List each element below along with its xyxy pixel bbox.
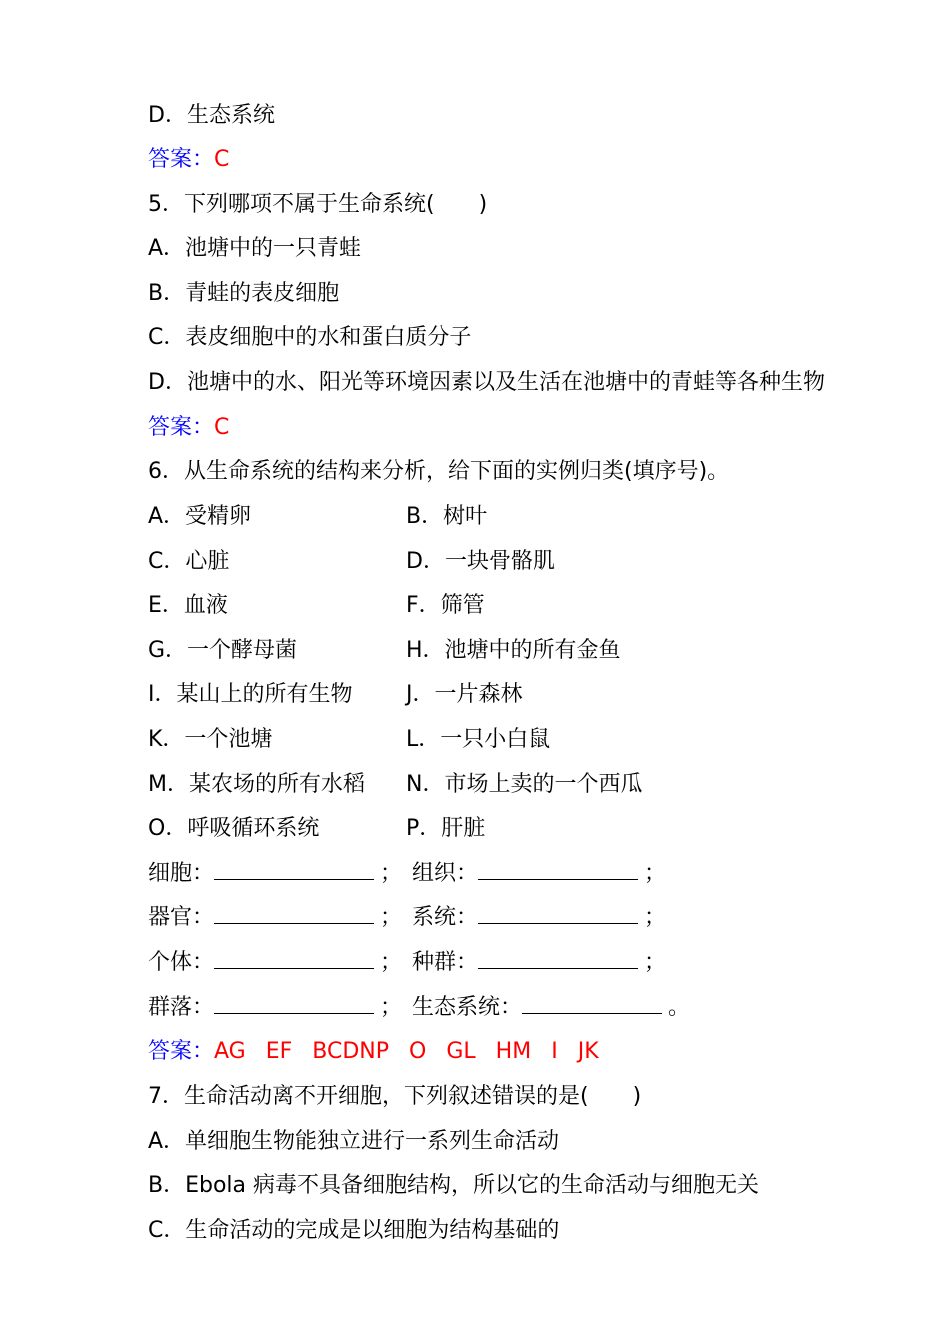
fill-blank[interactable]: [478, 903, 638, 924]
blank-label: 种群：: [412, 950, 479, 975]
answer-value: GL: [446, 1039, 476, 1064]
fill-blank[interactable]: [214, 948, 374, 969]
q6-option-row: [148, 590, 485, 622]
separator: ；: [644, 950, 667, 975]
blank-label: 器官：: [148, 905, 215, 930]
q7-option-c: C．生命活动的完成是以细胞为结构基础的: [148, 1218, 560, 1243]
q6-option: L．一只小白鼠: [406, 727, 551, 752]
q6-option: G．一个酵母菌: [148, 638, 298, 663]
q5-option-d: D．池塘中的水、阳光等环境因素以及生活在池塘中的青蛙等各种生物: [148, 370, 825, 395]
q6-option: K．一个池塘: [148, 727, 273, 752]
answer-label: 答案：: [148, 1039, 215, 1064]
blank-label: 细胞：: [148, 861, 215, 886]
answer-value: HM: [495, 1039, 532, 1064]
q5-stem: 5．下列哪项不属于生命系统( ): [148, 192, 488, 217]
q6-option-row: [148, 635, 621, 667]
q7-option-b: B．Ebola 病毒不具备细胞结构，所以它的生命活动与细胞无关: [148, 1173, 760, 1198]
q6-option-row: [148, 724, 551, 756]
blank-label: 系统：: [412, 905, 479, 930]
q6-option: I．某山上的所有生物: [148, 682, 353, 707]
answer-label: 答案：: [148, 147, 215, 172]
q6-option: N．市场上卖的一个西瓜: [406, 772, 643, 797]
answer-value: C: [214, 147, 230, 172]
q6-option: B．树叶: [406, 504, 488, 529]
q6-blank-row: [148, 992, 690, 1024]
separator: ；: [380, 950, 403, 975]
q6-option-row: [148, 546, 555, 578]
q6-option: F．筛管: [406, 593, 485, 618]
q6-option: M．某农场的所有水稻: [148, 772, 365, 797]
q4-option-d: D．生态系统: [148, 103, 275, 128]
q6-stem: 6．从生命系统的结构来分析，给下面的实例归类(填序号)。: [148, 459, 730, 484]
separator: ；: [380, 905, 403, 930]
q7-option-a: A．单细胞生物能独立进行一系列生命活动: [148, 1129, 560, 1154]
q6-option-row: [148, 813, 486, 845]
fill-blank[interactable]: [478, 859, 638, 880]
answer-value: C: [214, 415, 230, 440]
q6-answer: [148, 1036, 599, 1068]
answer-value: AG: [214, 1039, 246, 1064]
q6-option: P．肝脏: [406, 816, 486, 841]
q6-option: J．一片森林: [406, 682, 523, 707]
q6-option-row: [148, 501, 488, 533]
q6-blank-row: [148, 858, 666, 890]
q4-answer: [148, 144, 229, 176]
answer-value: O: [409, 1039, 427, 1064]
blank-label: 组织：: [412, 861, 479, 886]
fill-blank[interactable]: [522, 993, 662, 1014]
fill-blank[interactable]: [214, 903, 374, 924]
answer-value: BCDNP: [312, 1039, 390, 1064]
answer-label: 答案：: [148, 415, 215, 440]
blank-label: 群落：: [148, 995, 215, 1020]
q6-option-row: [148, 679, 523, 711]
fill-blank[interactable]: [478, 948, 638, 969]
q6-option: H．池塘中的所有金鱼: [406, 638, 621, 663]
q5-option-c: C．表皮细胞中的水和蛋白质分子: [148, 325, 472, 350]
separator: ；: [380, 861, 403, 886]
fill-blank[interactable]: [214, 993, 374, 1014]
q5-option-a: A．池塘中的一只青蛙: [148, 236, 362, 261]
q6-option: D．一块骨骼肌: [406, 549, 555, 574]
separator: ；: [644, 861, 667, 886]
q6-option: O．呼吸循环系统: [148, 816, 320, 841]
answer-value: JK: [577, 1039, 599, 1064]
fill-blank[interactable]: [214, 859, 374, 880]
answer-value: EF: [265, 1039, 293, 1064]
q6-blank-row: [148, 947, 666, 979]
q6-option: A．受精卵: [148, 504, 252, 529]
separator: 。: [668, 995, 691, 1020]
q5-option-b: B．青蛙的表皮细胞: [148, 281, 340, 306]
blank-label: 个体：: [148, 950, 215, 975]
q7-stem: 7．生命活动离不开细胞，下列叙述错误的是( ): [148, 1084, 642, 1109]
blank-label: 生态系统：: [412, 995, 523, 1020]
q6-option-row: [148, 769, 643, 801]
q6-option: E．血液: [148, 593, 228, 618]
separator: ；: [644, 905, 667, 930]
q6-blank-row: [148, 902, 666, 934]
q6-option: C．心脏: [148, 549, 230, 574]
answer-value: I: [551, 1039, 558, 1064]
q5-answer: [148, 412, 229, 444]
separator: ；: [380, 995, 403, 1020]
